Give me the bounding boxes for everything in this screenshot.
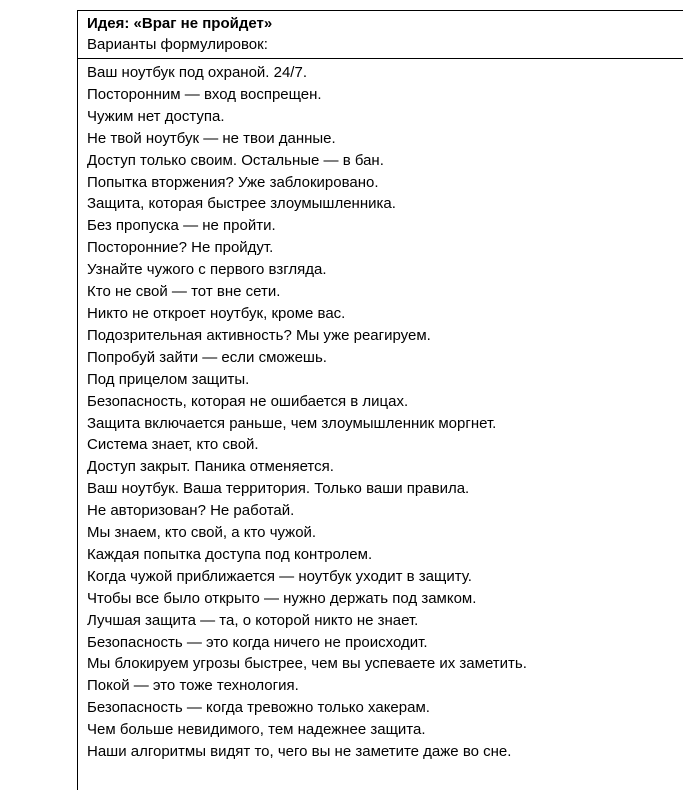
slogan-item: Посторонним — вход воспрещен. [87,85,322,103]
slogan-item: Безопасность — это когда ничего не происходит. [87,633,428,651]
slogan-item: Попробуй зайти — если сможешь. [87,348,327,366]
variants-subtitle: Варианты формулировок: [87,36,268,53]
slogan-table [77,10,683,790]
slogan-item: Не твой ноутбук — не твои данные. [87,129,336,147]
slogan-item: Покой — это тоже технология. [87,677,299,695]
slogan-item: Безопасность — когда тревожно только хакерам. [87,699,430,717]
slogan-list [78,59,683,763]
slogan-item: Попытка вторжения? Уже заблокировано. [87,173,379,191]
slogan-item: Не авторизован? Не работай. [87,502,295,520]
table-header [78,11,683,59]
slogan-item: Безопасность, которая не ошибается в лицах. [87,392,409,410]
slogan-item: Без пропуска — не пройти. [87,217,276,235]
slogan-item: Узнайте чужого с первого взгляда. [87,261,327,279]
idea-title: Идея: «Враг не пройдет» [87,15,273,32]
slogan-item: Никто не откроет ноутбук, кроме вас. [87,304,346,322]
slogan-item: Чтобы все было открыто — нужно держать под замком. [87,589,477,607]
slogan-item: Посторонние? Не пройдут. [87,239,274,257]
slogan-item: Система знает, кто свой. [87,436,259,454]
slogan-item: Мы знаем, кто свой, а кто чужой. [87,524,317,542]
slogan-item: Кто не свой — тот вне сети. [87,283,281,301]
slogan-item: Защита, которая быстрее злоумышленника. [87,195,396,213]
slogan-item: Каждая попытка доступа под контролем. [87,545,373,563]
slogan-item: Мы блокируем угрозы быстрее, чем вы успеваете их заметить. [87,655,527,673]
slogan-item: Доступ только своим. Остальные — в бан. [87,151,384,169]
slogan-item: Лучшая защита — та, о которой никто не знает. [87,611,419,629]
slogan-item: Чем больше невидимого, тем надежнее защита. [87,721,426,739]
slogan-item: Когда чужой приближается — ноутбук уходит в защиту. [87,567,472,585]
slogan-item: Доступ закрыт. Паника отменяется. [87,458,334,476]
slogan-item: Защита включается раньше, чем злоумышленник моргнет. [87,414,497,432]
slogan-item: Ваш ноутбук. Ваша территория. Только ваши правила. [87,480,470,498]
slogan-item: Подозрительная активность? Мы уже реагируем. [87,326,431,344]
slogan-item: Чужим нет доступа. [87,107,225,125]
slogan-item: Наши алгоритмы видят то, чего вы не заметите даже во сне. [87,743,512,761]
slogan-item: Ваш ноутбук под охраной. 24/7. [87,64,307,81]
slogan-item: Под прицелом защиты. [87,370,250,388]
